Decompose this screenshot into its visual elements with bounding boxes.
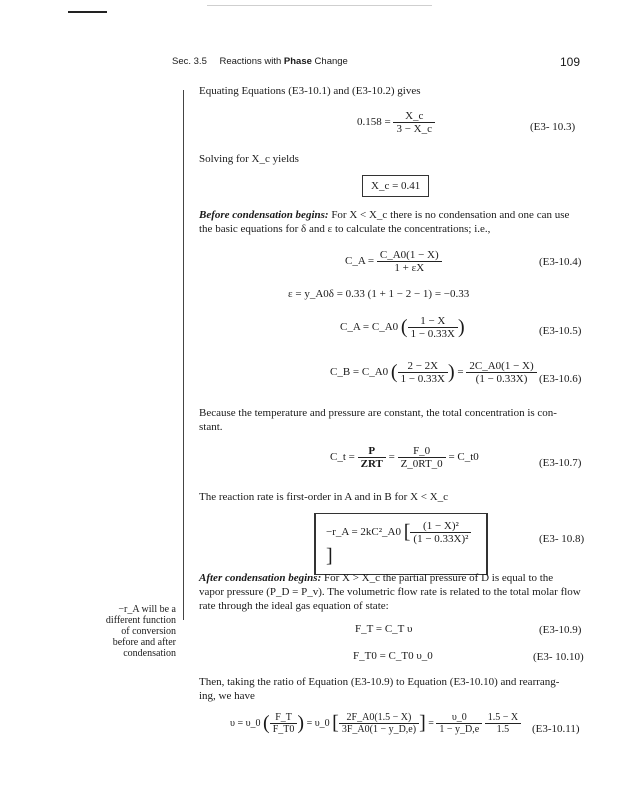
eq-label-e3-10-11: (E3-10.11) [532,723,580,735]
close-bracket: ] [326,545,333,567]
epsilon-equation: ε = y_A0δ = 0.33 (1 + 1 − 2 − 1) = −0.33 [288,288,470,300]
eq-fraction-4 [485,712,521,735]
eq-fraction-2 [466,360,536,385]
eq-denominator-4: 1.5 [496,724,510,735]
eq-fraction [393,110,435,135]
eq-lhs: υ = υ_0 [230,717,261,729]
margin-note-line: different function [105,615,176,626]
eq-denominator-1: 1 − 0.33X [400,373,445,385]
open-paren: ( [400,316,408,338]
eq-label-e3-10-3: (E3- 10.3) [530,121,576,133]
section-label: Sec. 3.5 [172,56,207,67]
eq-denominator-2: Z_0RT_0 [400,458,443,470]
boxed-result: X_c = 0.41 [362,175,429,197]
eq-numerator-1: P [358,445,386,458]
eq-numerator-2: F_0 [398,445,446,458]
after-lead: After condensation begins: [199,572,322,584]
equation-e3-10-9: F_T = C_T υ [355,623,413,635]
eq-lhs: C_B = C_A0 [330,366,389,379]
after-text-3: rate through the ideal gas equation of state: [199,600,389,612]
eq-denominator: (1 − 0.33X)² [413,533,469,545]
eq-fraction-1 [270,712,298,735]
close-paren: ) [297,712,305,734]
equation-e3-10-4 [345,249,442,274]
before-text-1: For X < X_c there is no condensation and one can use [331,209,570,221]
before-text-2: the basic equations for δ and ε to calculate the concentrations; i.e., [199,223,491,235]
eq-denominator: 1 − 0.33X [410,328,455,340]
eq-label-e3-10-10: (E3- 10.10) [533,651,584,663]
eq-mid: = υ_0 [306,717,330,729]
eq-numerator-1: F_T [270,712,298,724]
margin-rule [183,90,184,620]
before-lead: Before condensation begins: [199,209,329,221]
eq-numerator-2: 2C_A0(1 − X) [466,360,536,373]
equation-e3-10-6 [330,360,537,385]
eq-fraction [410,520,471,545]
top-faint-line [207,5,432,6]
eq-denominator-1: F_T0 [272,724,295,735]
eq-lhs: C_A = C_A0 [340,321,399,334]
eq-denominator: 1 + εX [394,262,425,274]
eq-lhs: −r_A = 2kC²_A0 [326,526,401,539]
eq-fraction-1 [398,360,448,385]
equation-e3-10-10: F_T0 = C_T0 υ_0 [353,650,433,662]
equation-e3-10-7 [330,445,479,470]
eq-fraction [377,249,442,274]
eq-label-e3-10-7: (E3-10.7) [539,457,582,469]
equals-sign: = [388,451,395,464]
paragraph-ratio: Then, taking the ratio of Equation (E3-10.9) to Equation (E3-10.10) and rearrang- [199,676,560,688]
margin-note [90,604,176,659]
equals-sign: = [428,717,434,729]
eq-lhs: C_t = [330,451,355,464]
eq-numerator-3: υ_0 [436,712,482,724]
header-title-post: Change [311,56,348,67]
equation-e3-10-11 [230,712,521,735]
close-bracket: ] [419,712,426,734]
header-title-pre: Reactions with [219,56,284,67]
equals-sign: = [457,366,464,379]
eq-label-e3-10-9: (E3-10.9) [539,624,582,636]
after-text-2: vapor pressure (P_D = P_v). The volumetric flow rate is related to the total molar flow [199,586,581,598]
paragraph-rate: The reaction rate is first-order in A and in B for X < X_c [199,491,449,503]
eq-fraction-3 [436,712,482,735]
eq-numerator: (1 − X)² [410,520,471,533]
paragraph-equating: Equating Equations (E3-10.1) and (E3-10.2) gives [199,85,421,97]
equation-e3-10-3 [357,110,435,135]
eq-label-e3-10-6: (E3-10.6) [539,373,582,385]
eq-fraction-2 [339,712,419,735]
header-title-bold: Phase [283,56,312,67]
equation-e3-10-5 [340,315,465,340]
margin-note-line: before and after [112,637,176,648]
running-header [172,56,348,67]
equation-e3-10-8 [314,513,488,575]
open-paren: ( [390,361,398,383]
paragraph-temperature-2: stant. [199,421,223,433]
eq-fraction-2 [398,445,446,470]
paragraph-ratio-2: ing, we have [199,690,255,702]
paragraph-temperature: Because the temperature and pressure are constant, the total concentration is con- [199,407,557,419]
eq-fraction-1 [358,445,386,470]
eq-label-e3-10-8: (E3- 10.8) [539,533,585,545]
eq-denominator-2: (1 − 0.33X) [475,373,528,385]
eq-fraction [408,315,458,340]
eq-label-e3-10-4: (E3-10.4) [539,256,582,268]
eq-denominator-1: ZRT [360,458,383,470]
paragraph-solving: Solving for X_c yields [199,153,299,165]
eq-denominator-3: 1 − y_D,e [439,724,480,735]
eq-numerator-4: 1.5 − X [485,712,521,724]
eq-lhs: 0.158 = [357,116,391,129]
eq-label-e3-10-5: (E3-10.5) [539,325,582,337]
paragraph-before [199,208,569,222]
margin-note-line: −r_A will be a [118,604,176,615]
after-text-1: For X > X_c the partial pressure of D is equal to the [323,572,554,584]
paragraph-after [199,571,553,585]
eq-lhs: C_A = [345,255,375,268]
eq-numerator: X_c [393,110,435,123]
eq-numerator-2: 2F_A0(1.5 − X) [339,712,419,724]
open-paren: ( [263,712,270,734]
page-number: 109 [560,55,581,69]
top-left-rule [68,11,107,13]
eq-denominator: 3 − X_c [396,123,432,135]
eq-numerator-1: 2 − 2X [398,360,448,373]
margin-note-line: condensation [123,648,176,659]
close-paren: ) [458,316,465,338]
open-bracket: [ [403,521,411,543]
margin-note-line: of conversion [121,626,176,637]
eq-denominator-2: 3F_A0(1 − y_D,e) [341,724,417,735]
eq-numerator: 1 − X [408,315,458,328]
eq-numerator: C_A0(1 − X) [377,249,442,262]
close-paren: ) [448,361,455,383]
open-bracket: [ [332,712,339,734]
eq-rhs: = C_t0 [448,451,479,464]
